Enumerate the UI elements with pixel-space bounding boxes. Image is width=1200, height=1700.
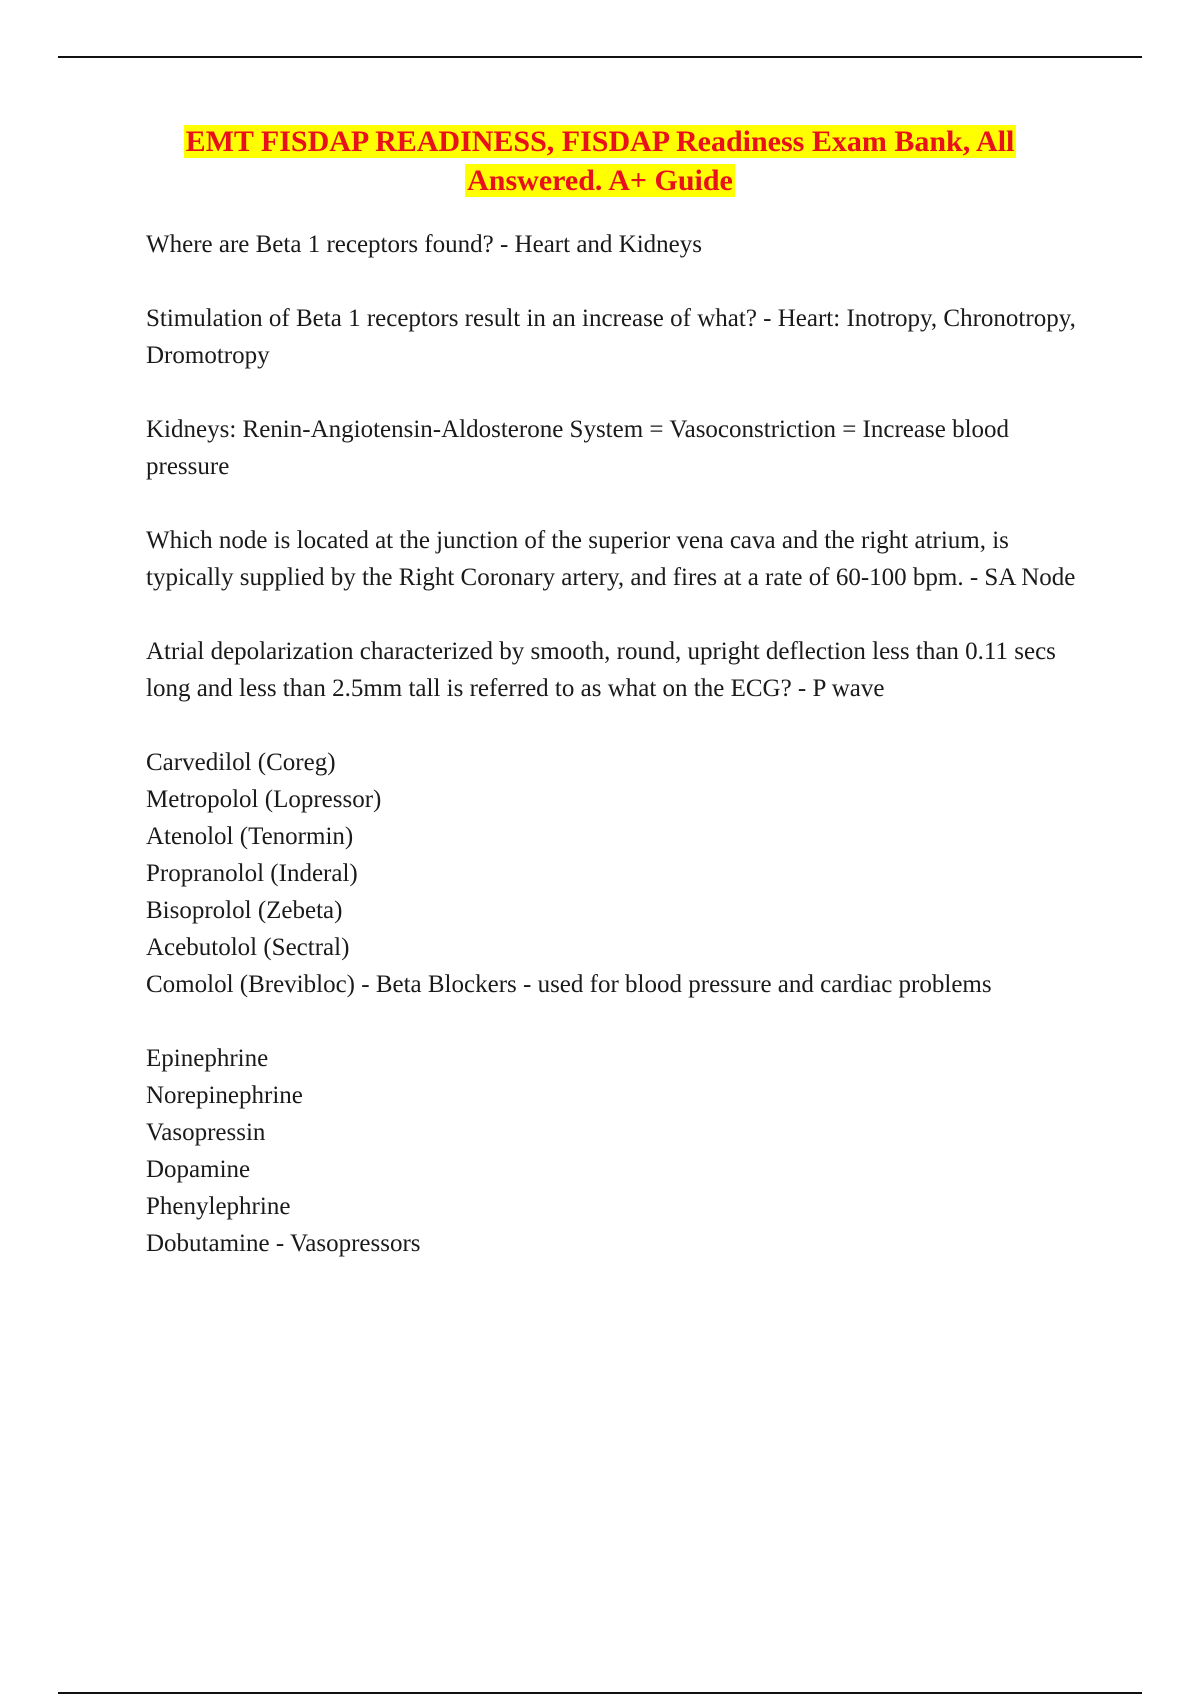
list-item: Vasopressin — [146, 1119, 266, 1146]
list-item: Bisoprolol (Zebeta) — [146, 897, 343, 924]
qa-p-wave: Atrial depolarization characterized by smooth, round, upright deflection less than 0.11 secs long and less than 2.5mm tall is referred to as what on the ECG? - P wave — [146, 638, 1056, 702]
qa-sa-node: Which node is located at the junction of the superior vena cava and the right atrium, is typically supplied by the Right Coronary artery, and fires at a rate of 60-100 bpm. - SA Node — [146, 527, 1076, 591]
list-item: Dobutamine - Vasopressors — [146, 1230, 421, 1257]
qa-beta1-stimulation: Stimulation of Beta 1 receptors result in an increase of what? - Heart: Inotropy, Chronotropy, Dromotropy — [146, 305, 1076, 369]
document-title — [130, 122, 1070, 200]
title-line-1: EMT FISDAP READINESS, FISDAP Readiness Exam Bank, All — [185, 125, 1015, 158]
list-item: Atenolol (Tenormin) — [146, 823, 354, 850]
beta-blockers-list — [146, 744, 1086, 1003]
qa-beta1-location: Where are Beta 1 receptors found? - Heart and Kidneys — [146, 231, 702, 258]
list-item: Norepinephrine — [146, 1082, 303, 1109]
list-item: Metropolol (Lopressor) — [146, 786, 382, 813]
list-item: Comolol (Brevibloc) - Beta Blockers - used for blood pressure and cardiac problems — [146, 971, 992, 998]
title-line-2: Answered. A+ Guide — [467, 164, 733, 197]
list-item: Dopamine — [146, 1156, 251, 1183]
list-item: Acebutolol (Sectral) — [146, 934, 350, 961]
top-divider — [58, 56, 1142, 58]
qa-kidneys-raas: Kidneys: Renin-Angiotensin-Aldosterone System = Vasoconstriction = Increase blood pressure — [146, 416, 1010, 480]
vasopressors-list — [146, 1040, 1086, 1262]
document-body — [146, 226, 1086, 1299]
list-item: Phenylephrine — [146, 1193, 291, 1220]
list-item: Epinephrine — [146, 1045, 269, 1072]
bottom-divider — [58, 1692, 1142, 1694]
list-item: Propranolol (Inderal) — [146, 860, 358, 887]
list-item: Carvedilol (Coreg) — [146, 749, 336, 776]
